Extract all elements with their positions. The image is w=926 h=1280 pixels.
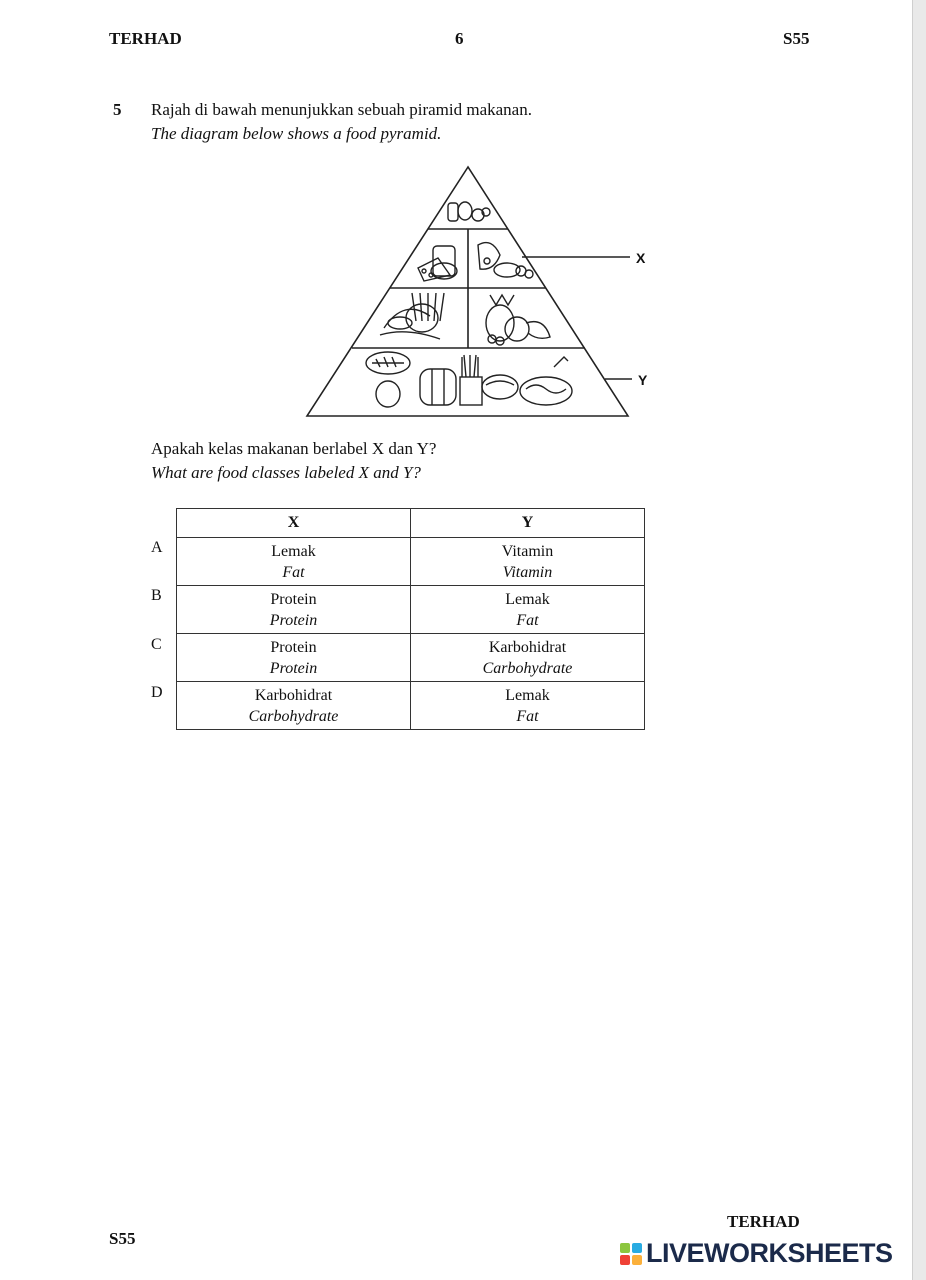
options-table: [176, 508, 645, 730]
table-row: [177, 538, 645, 586]
prompt-en: What are food classes labeled X and Y?: [151, 463, 421, 482]
prompt-ms: Apakah kelas makanan berlabel X dan Y?: [151, 439, 437, 458]
cell-y-ms: Karbohidrat: [488, 638, 567, 656]
cell-y-en: Fat: [516, 611, 539, 629]
cell-x-ms: Lemak: [271, 542, 316, 560]
footer-right: TERHAD: [727, 1212, 800, 1231]
table-header-row: [177, 509, 645, 538]
option-letter-b[interactable]: B: [151, 587, 162, 604]
option-letter-c[interactable]: C: [151, 636, 162, 653]
liveworksheets-logo-icon: [620, 1243, 642, 1265]
cell-y: [411, 538, 645, 586]
option-letter-a[interactable]: A: [151, 539, 163, 556]
cell-y-ms: Lemak: [505, 686, 550, 704]
cell-x-ms: Protein: [270, 638, 317, 656]
table-row: [177, 682, 645, 730]
header-right: S55: [783, 29, 810, 48]
cell-x: [177, 538, 411, 586]
footer-left: S55: [109, 1229, 136, 1248]
label-y: Y: [638, 372, 648, 388]
cell-y: [411, 586, 645, 634]
cell-x: [177, 586, 411, 634]
cell-y-en: Fat: [516, 707, 539, 725]
question-stem-en: The diagram below shows a food pyramid.: [151, 124, 442, 143]
cell-x: [177, 682, 411, 730]
cell-y-ms: Lemak: [505, 590, 550, 608]
header-left: TERHAD: [109, 29, 182, 48]
header-x: X: [177, 509, 411, 538]
cell-x-en: Protein: [269, 659, 318, 677]
label-x: X: [636, 250, 646, 266]
food-pyramid-diagram: [300, 163, 660, 425]
cell-x-en: Protein: [269, 611, 318, 629]
table-row: [177, 586, 645, 634]
cell-x-en: Carbohydrate: [248, 707, 339, 725]
question-number: 5: [113, 100, 122, 119]
cell-x-en: Fat: [282, 563, 305, 581]
cell-y-ms: Vitamin: [501, 542, 554, 560]
option-letter-d[interactable]: D: [151, 684, 163, 701]
cell-y: [411, 634, 645, 682]
table-row: [177, 634, 645, 682]
cell-y: [411, 682, 645, 730]
question-stem-ms: Rajah di bawah menunjukkan sebuah piramid makanan.: [151, 100, 532, 119]
page-number: 6: [455, 29, 464, 48]
page-edge: [912, 0, 926, 1280]
liveworksheets-logo: [620, 1238, 893, 1269]
liveworksheets-wordmark: LIVEWORKSHEETS: [646, 1238, 893, 1268]
cell-y-en: Vitamin: [502, 563, 553, 581]
cell-y-en: Carbohydrate: [482, 659, 573, 677]
cell-x-ms: Protein: [270, 590, 317, 608]
header-y: Y: [411, 509, 645, 538]
cell-x-ms: Karbohidrat: [254, 686, 333, 704]
cell-x: [177, 634, 411, 682]
